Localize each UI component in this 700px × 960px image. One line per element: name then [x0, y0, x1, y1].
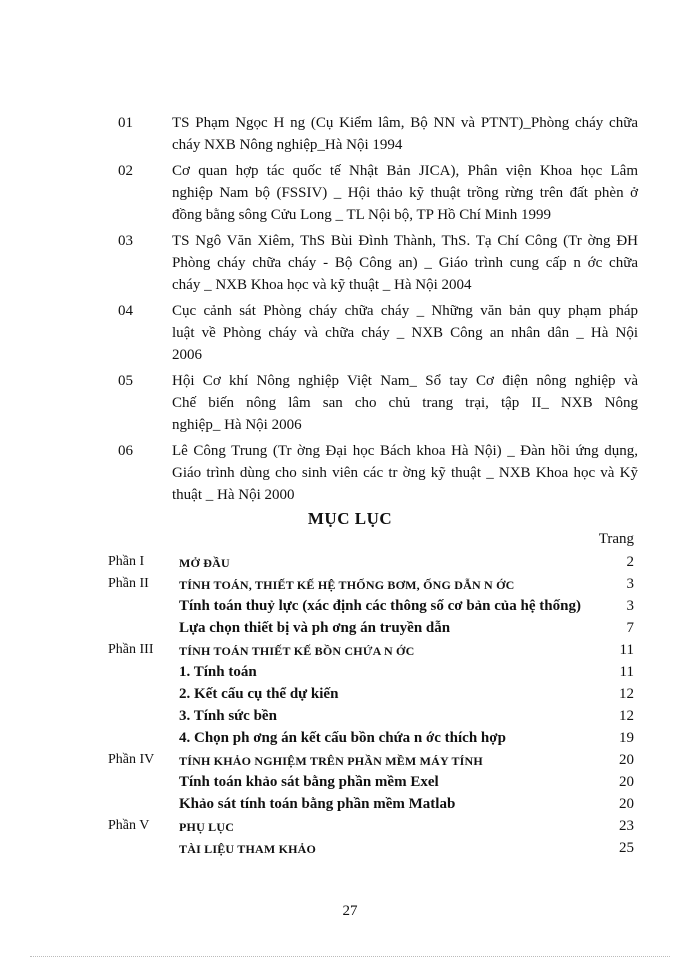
toc-page-number: 20	[619, 752, 634, 768]
reference-number: 01	[118, 115, 133, 131]
reference-text	[172, 440, 638, 506]
reference-text	[172, 300, 638, 366]
reference-text	[172, 230, 638, 296]
toc-entry-title: 1. Tính toán	[179, 664, 257, 680]
toc-part-label: Phần V	[108, 818, 150, 833]
reference-line: đồng bằng sông Cửu Long _ TL Nội bộ, TP Hồ Chí Minh 1999	[172, 207, 551, 223]
toc-page-number: 11	[619, 642, 634, 658]
toc-row	[108, 684, 634, 706]
reference-item	[118, 230, 638, 296]
reference-line: Hội Cơ khí Nông nghiệp Việt Nam_ Sổ tay Cơ điện nông nghiệp và	[172, 373, 638, 389]
reference-number: 04	[118, 303, 133, 319]
reference-text	[172, 112, 638, 156]
toc-entry-title: TÍNH TOÁN, THIẾT KẾ HỆ THỐNG BƠM, ỐNG DẪN N ỚC	[179, 578, 515, 592]
toc-page-number: 3	[626, 598, 634, 614]
toc-entry-title: Lựa chọn thiết bị và ph ơng án truyền dẫn	[179, 620, 451, 636]
toc-page-number: 12	[619, 708, 634, 724]
toc-row	[108, 816, 634, 838]
toc-entry-title: Tính toán thuỷ lực (xác định các thông số cơ bản của hệ thống)	[179, 598, 581, 614]
reference-line: Cơ quan hợp tác quốc tế Nhật Bản JICA), Phân viện Khoa học Lâm	[172, 163, 638, 179]
toc-row	[108, 728, 634, 750]
reference-item	[118, 300, 638, 366]
reference-line: Phòng cháy chữa cháy - Bộ Công an) _ Giáo trình cung cấp n ớc chữa	[172, 255, 638, 271]
toc-entry-title: TÍNH TOÁN THIẾT KẾ BỒN CHỨA N ỚC	[179, 644, 415, 658]
toc-page-number: 2	[626, 554, 634, 570]
toc-page-number: 7	[626, 620, 634, 636]
toc-row	[108, 706, 634, 728]
toc-page-number: 3	[626, 576, 634, 592]
toc-page-number: 25	[619, 840, 634, 856]
reference-line: Cục cảnh sát Phòng cháy chữa cháy _ Những văn bản quy phạm pháp	[172, 303, 638, 319]
reference-list	[118, 112, 638, 510]
reference-line: cháy NXB Nông nghiệp_Hà Nội 1994	[172, 137, 403, 153]
toc-row	[108, 794, 634, 816]
toc-row	[108, 552, 634, 574]
toc-row	[108, 750, 634, 772]
page-bottom-divider	[30, 956, 670, 957]
toc-entry-title: 2. Kết cấu cụ thể dự kiến	[179, 686, 339, 702]
reference-number: 03	[118, 233, 133, 249]
toc-row	[108, 574, 634, 596]
toc-row	[108, 640, 634, 662]
toc-row	[108, 596, 634, 618]
reference-item	[118, 160, 638, 226]
toc-page-number: 12	[619, 686, 634, 702]
reference-line: Lê Công Trung (Tr ờng Đại học Bách khoa Hà Nội) _ Đàn hồi ứng dụng,	[172, 443, 638, 459]
reference-line: 2006	[172, 347, 202, 363]
toc-entry-title: 3. Tính sức bền	[179, 708, 277, 724]
reference-line: nghiệp_ Hà Nội 2006	[172, 417, 302, 433]
toc-entry-title: 4. Chọn ph ơng án kết cấu bồn chứa n ớc thích hợp	[179, 730, 506, 746]
toc-page-number: 23	[619, 818, 634, 834]
reference-item	[118, 440, 638, 506]
reference-text	[172, 370, 638, 436]
table-of-contents	[108, 552, 634, 860]
reference-line: cháy _ NXB Khoa học và kỹ thuật _ Hà Nội 2004	[172, 277, 472, 293]
toc-row	[108, 772, 634, 794]
toc-page-number: 11	[619, 664, 634, 680]
toc-entry-title: Khảo sát tính toán bằng phần mềm Matlab	[179, 796, 456, 812]
reference-line: nghiệp Nam bộ (FSSIV) _ Hội thảo kỹ thuật trồng rừng trên đất phèn ở	[172, 185, 638, 201]
toc-row	[108, 618, 634, 640]
toc-part-label: Phần II	[108, 576, 149, 591]
toc-part-label: Phần III	[108, 642, 154, 657]
reference-item	[118, 112, 638, 156]
toc-entry-title: PHỤ LỤC	[179, 820, 235, 834]
toc-entry-title: Tính toán khảo sát bằng phần mềm Exel	[179, 774, 439, 790]
reference-number: 05	[118, 373, 133, 389]
toc-entry-title: MỞ ĐẦU	[179, 556, 230, 570]
toc-page-number: 19	[619, 730, 634, 746]
reference-line: TS Phạm Ngọc H ng (Cụ Kiểm lâm, Bộ NN và PTNT)_Phòng cháy chữa	[172, 115, 638, 131]
toc-entry-title: TÀI LIỆU THAM KHẢO	[179, 842, 317, 856]
reference-line: luật về Phòng cháy và chữa cháy _ NXB Công an nhân dân _ Hà Nội	[172, 325, 638, 341]
reference-item	[118, 370, 638, 436]
toc-part-label: Phần IV	[108, 752, 155, 767]
toc-page-number: 20	[619, 796, 634, 812]
reference-line: TS Ngô Văn Xiêm, ThS Bùi Đình Thành, ThS. Tạ Chí Công (Tr ờng ĐH	[172, 233, 638, 249]
toc-page-header: Trang	[598, 531, 634, 547]
toc-row	[108, 838, 634, 860]
reference-number: 02	[118, 163, 133, 179]
toc-entry-title: TÍNH KHẢO NGHIỆM TRÊN PHẦN MỀM MÁY TÍNH	[179, 754, 483, 768]
reference-number: 06	[118, 443, 133, 459]
toc-page-number: 20	[619, 774, 634, 790]
reference-line: Giáo trình dùng cho sinh viên các tr ờng kỹ thuật _ NXB Khoa học và Kỹ	[172, 465, 638, 481]
page-number: 27	[342, 903, 358, 919]
toc-row	[108, 662, 634, 684]
toc-title: MỤC LỤC	[307, 509, 393, 528]
reference-text	[172, 160, 638, 226]
toc-part-label: Phần I	[108, 554, 145, 569]
reference-line: thuật _ Hà Nội 2000	[172, 487, 295, 503]
reference-line: Chế biến nông lâm san cho chủ trang trại, tập II_ NXB Nông	[172, 395, 638, 411]
